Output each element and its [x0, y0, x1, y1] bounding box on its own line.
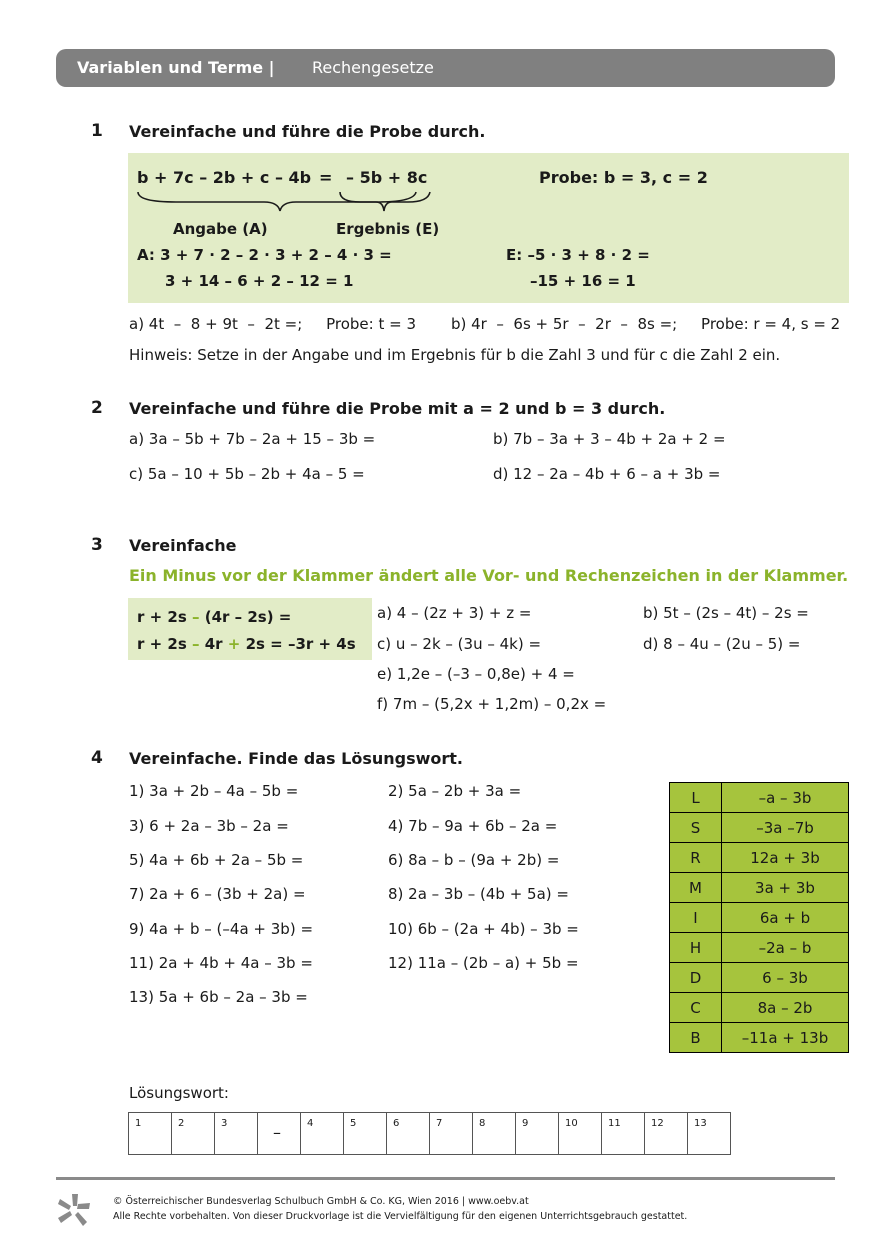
answer-cell[interactable]: 11 [602, 1113, 645, 1155]
table-row [670, 903, 849, 933]
solution-letter: B [670, 1023, 722, 1053]
ex3-task-b: b) 5t – (2s – 4t) – 2s = [643, 604, 809, 622]
ex1-task-b: b) 4r – 6s + 5r – 2r – 8s =; Probe: r = 4, s = 2 [451, 315, 841, 333]
ex1-probe: Probe: b = 3, c = 2 [539, 168, 708, 187]
ex1-ergebnis-line1: E: –5 · 3 + 8 · 2 = [506, 246, 650, 264]
answer-cell[interactable]: 7 [430, 1113, 473, 1155]
solution-letter: M [670, 873, 722, 903]
solution-term: –a – 3b [722, 783, 849, 813]
ex1-angabe-line1: A: 3 + 7 · 2 – 2 · 3 + 2 – 4 · 3 = [137, 246, 392, 264]
exercise-1-number: 1 [91, 121, 103, 141]
ex4-task: 9) 4a + b – (–4a + 3b) = [129, 920, 314, 938]
ex1-hint: Hinweis: Setze in der Angabe und im Ergebnis für b die Zahl 3 und für c die Zahl 2 ein. [129, 346, 781, 364]
table-row [670, 933, 849, 963]
brace-ergebnis [340, 192, 430, 211]
ex4-task: 10) 6b – (2a + 4b) – 3b = [388, 920, 579, 938]
answer-cell[interactable]: 6 [387, 1113, 430, 1155]
answer-cell[interactable]: 1 [129, 1113, 172, 1155]
ex1-equals: = [319, 168, 333, 187]
ex3-task-c: c) u – 2k – (3u – 4k) = [377, 635, 542, 653]
solution-term: 8a – 2b [722, 993, 849, 1023]
exercise-1-title: Vereinfache und führe die Probe durch. [129, 122, 486, 141]
solution-term: 12a + 3b [722, 843, 849, 873]
answer-row [129, 1113, 731, 1155]
table-row [670, 813, 849, 843]
solution-letter: S [670, 813, 722, 843]
table-row [670, 783, 849, 813]
minus-sign: – [192, 608, 200, 626]
table-row [670, 843, 849, 873]
answer-label: Lösungswort: [129, 1084, 229, 1102]
header-subtopic: Rechengesetze [312, 58, 434, 77]
footer-copyright: © Österreichischer Bundesverlag Schulbuch GmbH & Co. KG, Wien 2016 | www.oebv.at [113, 1196, 529, 1207]
solution-table [669, 782, 849, 1053]
publisher-logo-icon [56, 1192, 92, 1228]
table-row [670, 963, 849, 993]
ex1-expression: b + 7c – 2b + c – 4b [137, 168, 312, 187]
table-row [670, 873, 849, 903]
solution-term: –3a –7b [722, 813, 849, 843]
curly-brace-result [338, 190, 438, 214]
ex3-task-a: a) 4 – (2z + 3) + z = [377, 604, 532, 622]
ex2-task-b: b) 7b – 3a + 3 – 4b + 2a + 2 = [493, 430, 726, 448]
answer-cell[interactable]: 12 [645, 1113, 688, 1155]
solution-letter: R [670, 843, 722, 873]
ex4-task: 4) 7b – 9a + 6b – 2a = [388, 817, 558, 835]
ex4-task: 5) 4a + 6b + 2a – 5b = [129, 851, 304, 869]
ex1-ergebnis-line2: –15 + 16 = 1 [530, 272, 636, 290]
answer-cell[interactable]: 2 [172, 1113, 215, 1155]
footer-rights: Alle Rechte vorbehalten. Von dieser Druckvorlage ist die Vervielfältigung für den eigenen Unterrichtsgebrauch gestattet. [113, 1211, 688, 1222]
exercise-4-number: 4 [91, 748, 103, 768]
solution-letter: C [670, 993, 722, 1023]
solution-letter: I [670, 903, 722, 933]
answer-cell[interactable]: 3 [215, 1113, 258, 1155]
ex4-task: 7) 2a + 6 – (3b + 2a) = [129, 885, 306, 903]
exercise-2-number: 2 [91, 398, 103, 418]
ex3-rule: Ein Minus vor der Klammer ändert alle Vor- und Rechenzeichen in der Klammer. [129, 566, 849, 585]
answer-cell[interactable]: 8 [473, 1113, 516, 1155]
answer-separator: – [258, 1113, 301, 1155]
exercise-2-title: Vereinfache und führe die Probe mit a = 2 und b = 3 durch. [129, 399, 666, 418]
ex4-task: 6) 8a – b – (9a + 2b) = [388, 851, 560, 869]
ex1-angabe-line2: 3 + 14 – 6 + 2 – 12 = 1 [165, 272, 354, 290]
exercise-3-title: Vereinfache [129, 536, 237, 555]
answer-cell[interactable]: 10 [559, 1113, 602, 1155]
ex3-task-f: f) 7m – (5,2x + 1,2m) – 0,2x = [377, 695, 607, 713]
solution-letter: L [670, 783, 722, 813]
ex2-task-d: d) 12 – 2a – 4b + 6 – a + 3b = [493, 465, 721, 483]
header-topic: Variablen und Terme | [77, 58, 275, 77]
solution-term: –11a + 13b [722, 1023, 849, 1053]
answer-cell[interactable]: 4 [301, 1113, 344, 1155]
minus-sign: – [192, 635, 200, 653]
ex3-example-line2: r + 2s – 4r + 2s = –3r + 4s [137, 635, 356, 653]
ex1-result: – 5b + 8c [346, 168, 428, 187]
ex1-task-a: a) 4t – 8 + 9t – 2t =; Probe: t = 3 [129, 315, 417, 333]
solution-letter: H [670, 933, 722, 963]
ex3-example-line1: r + 2s – (4r – 2s) = [137, 608, 292, 626]
ex4-task: 12) 11a – (2b – a) + 5b = [388, 954, 579, 972]
ex4-task: 2) 5a – 2b + 3a = [388, 782, 522, 800]
footer-divider [56, 1177, 835, 1180]
solution-term: 6 – 3b [722, 963, 849, 993]
label-angabe: Angabe (A) [173, 220, 268, 238]
solution-letter: D [670, 963, 722, 993]
ex4-task: 11) 2a + 4b + 4a – 3b = [129, 954, 313, 972]
table-row [670, 1023, 849, 1053]
ex4-task: 1) 3a + 2b – 4a – 5b = [129, 782, 299, 800]
ex2-task-c: c) 5a – 10 + 5b – 2b + 4a – 5 = [129, 465, 365, 483]
answer-grid [128, 1112, 731, 1155]
label-ergebnis: Ergebnis (E) [336, 220, 440, 238]
header-bar [56, 49, 835, 87]
exercise-3-number: 3 [91, 535, 103, 555]
ex2-task-a: a) 3a – 5b + 7b – 2a + 15 – 3b = [129, 430, 376, 448]
exercise-4-title: Vereinfache. Finde das Lösungswort. [129, 749, 463, 768]
solution-term: 6a + b [722, 903, 849, 933]
ex3-task-e: e) 1,2e – (–3 – 0,8e) + 4 = [377, 665, 575, 683]
ex4-task: 13) 5a + 6b – 2a – 3b = [129, 988, 308, 1006]
ex3-task-d: d) 8 – 4u – (2u – 5) = [643, 635, 801, 653]
ex4-task: 8) 2a – 3b – (4b + 5a) = [388, 885, 569, 903]
plus-sign: + [227, 635, 241, 653]
solution-term: 3a + 3b [722, 873, 849, 903]
answer-cell[interactable]: 13 [688, 1113, 731, 1155]
answer-cell[interactable]: 9 [516, 1113, 559, 1155]
answer-cell[interactable]: 5 [344, 1113, 387, 1155]
solution-term: –2a – b [722, 933, 849, 963]
ex4-task: 3) 6 + 2a – 3b – 2a = [129, 817, 289, 835]
table-row [670, 993, 849, 1023]
